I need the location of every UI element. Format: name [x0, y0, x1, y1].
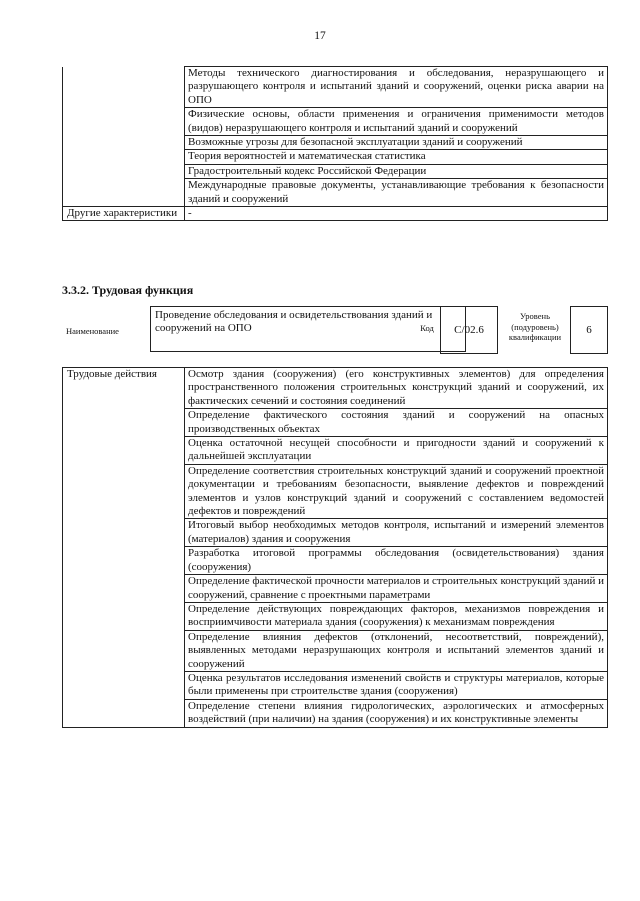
labor-action-item: Определение влияния дефектов (отклонений, несоответствий, повреждений), выявленных методами неразрушающих контроля и испытаний элементов зданий и сооружений [185, 630, 608, 671]
knowledge-item: Возможные угрозы для безопасной эксплуатации зданий и сооружений [185, 136, 608, 150]
function-name-value: Проведение обследования и освидетельствования зданий и сооружений на ОПО [155, 309, 433, 335]
table-row [63, 207, 608, 221]
knowledge-item: Градостроительный кодекс Российской Федерации [185, 164, 608, 178]
code-value: С/02.6 [440, 306, 498, 354]
labor-actions-label: Трудовые действия [63, 368, 185, 728]
labor-action-item: Оценка остаточной несущей способности и пригодности зданий и сооружений к дальнейшей эксплуатации [185, 437, 608, 465]
knowledge-table [62, 66, 608, 221]
labor-action-item: Определение фактического состояния зданий и сооружений на опасных производственных объектах [185, 409, 608, 437]
table-row [63, 67, 608, 108]
table-row [63, 368, 608, 409]
knowledge-item: Методы технического диагностирования и обследования, неразрушающего и разрушающего контроля и испытаний зданий и сооружений, оценки риска аварии на ОПО [185, 67, 608, 108]
name-label: Наименование [66, 326, 119, 336]
empty-label-cell [63, 67, 185, 207]
function-header [62, 306, 608, 354]
code-label: Код [420, 323, 434, 333]
knowledge-item: Международные правовые документы, устанавливающие требования к безопасности зданий и сооружений [185, 179, 608, 207]
labor-action-item: Осмотр здания (сооружения) (его конструктивных элементов) для определения пространственного положения строительных конструкций зданий и сооружений, их фактических сечений и состояния соединений [185, 368, 608, 409]
section-title: 3.3.2. Трудовая функция [62, 283, 194, 297]
other-characteristics-value: - [185, 207, 608, 221]
labor-actions-table [62, 367, 608, 728]
page-number: 17 [314, 30, 326, 42]
labor-action-item: Определение фактической прочности материалов и строительных конструкций зданий и сооружений, сравнение с проектными параметрами [185, 575, 608, 603]
labor-action-item: Разработка итоговой программы обследования (освидетельствования) здания (сооружения) [185, 547, 608, 575]
labor-action-item: Определение действующих повреждающих факторов, механизмов повреждения и восприимчивости материала здания (сооружения) к механизмам повреждения [185, 602, 608, 630]
labor-action-item: Определение степени влияния гидрологических, аэрологических и атмосферных воздействий (при наличии) на здания (сооружения) и их конструктивные элементы [185, 699, 608, 727]
level-label: Уровень (подуровень) квалификации [508, 311, 562, 342]
labor-action-item: Определение соответствия строительных конструкций зданий и сооружений проектной документации и требованиям безопасности, выявление дефектов и повреждений элементов и узлов конструкций зданий и сооружений с составлением ведомостей дефектов и повреждений [185, 464, 608, 519]
labor-action-item: Итоговый выбор необходимых методов контроля, испытаний и измерений элементов (материалов) здания и сооружения [185, 519, 608, 547]
labor-action-item: Оценка результатов исследования изменений свойств и структуры материалов, которые были применены при строительстве здания (сооружения) [185, 671, 608, 699]
level-value: 6 [570, 306, 608, 354]
other-characteristics-label: Другие характеристики [63, 207, 185, 221]
knowledge-item: Физические основы, области применения и ограничения применимости методов (видов) неразрушающего контроля и испытаний зданий и сооружений [185, 108, 608, 136]
knowledge-item: Теория вероятностей и математическая статистика [185, 150, 608, 164]
